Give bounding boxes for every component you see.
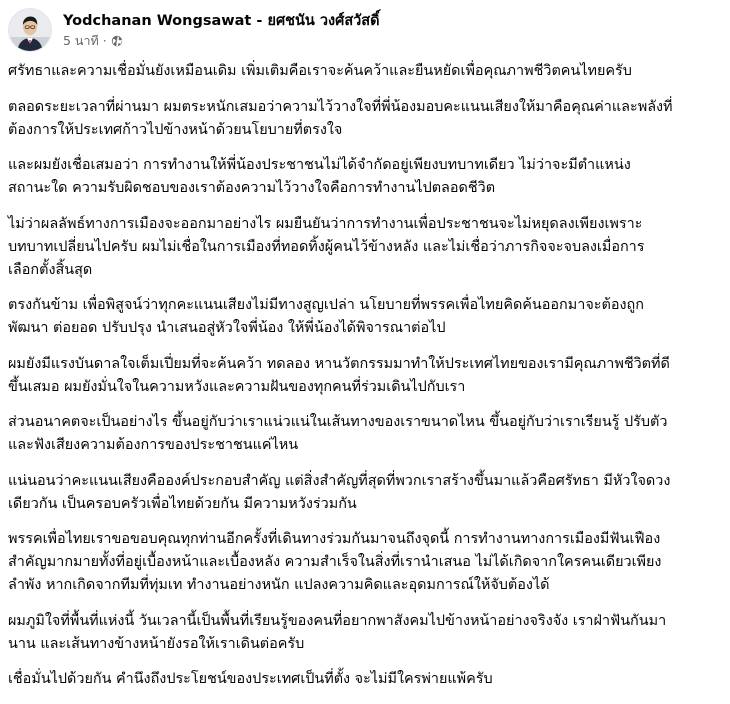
post-line: เลือกตั้งสิ้นสุด bbox=[8, 261, 93, 278]
post-paragraph bbox=[8, 411, 723, 457]
post-paragraph bbox=[8, 60, 723, 83]
post-timestamp[interactable]: 5 นาที bbox=[63, 32, 99, 48]
post-paragraph bbox=[8, 668, 723, 691]
post-line: ตลอดระยะเวลาที่ผ่านมา ผมตระหนักเสมอว่าความไว้วางใจที่พี่น้องมอบคะแนนเสียงให้มาคือคุณค่าและพลังที่ bbox=[8, 98, 673, 115]
globe-icon[interactable] bbox=[111, 35, 123, 47]
post-line: สถานะใด ความรับผิดชอบของเราต้องความไว้วางใจคือการทำงานไปตลอดชีวิต bbox=[8, 180, 496, 196]
post-paragraph bbox=[8, 154, 723, 200]
post-line: แน่นอนว่าคะแนนเสียงคือองค์ประกอบสำคัญ แต่สิ่งสำคัญที่สุดที่พวกเราสร้างขึ้นมาแล้วคือศรัทธา มีหัวใจดวง bbox=[8, 472, 671, 489]
post-line: บทบาทเปลี่ยนไปครับ ผมไม่เชื่อในการเมืองที่ทอดทิ้งผู้คนไว้ข้างหลัง และไม่เชื่อว่าภารกิจจะจบลงเมื่อการ bbox=[8, 238, 645, 255]
post-line: ตรงกันข้าม เพื่อพิสูจน์ว่าทุกคะแนนเสียงไม่มีทางสูญเปล่า นโยบายที่พรรคเพื่อไทยคิดค้นออกมาจะต้องถูก bbox=[8, 297, 644, 313]
post-line: และผมยังเชื่อเสมอว่า การทำงานให้พี่น้องประชาชนไม่ได้จำกัดอยู่เพียงบทบาทเดียว ไม่ว่าจะมีตำแหน่ง bbox=[8, 157, 631, 173]
post-paragraph bbox=[8, 528, 723, 597]
profile-photo-icon bbox=[9, 9, 51, 51]
post-line: ศรัทธาและความเชื่อมั่นยังเหมือนเดิม เพิ่มเติมคือเราจะค้นคว้าและยืนหยัดเพื่อคุณภาพชีวิตคนไทยครับ bbox=[8, 63, 632, 79]
author-name[interactable]: Yodchanan Wongsawat - ยศชนัน วงศ์สวัสดิ์ bbox=[63, 12, 380, 29]
post-line: ส่วนอนาคตจะเป็นอย่างไร ขึ้นอยู่กับว่าเราแน่วแน่ในเส้นทางของเราขนาดไหน ขึ้นอยู่กับว่าเราเรียนรู้ ปรับตัว bbox=[8, 414, 668, 430]
post-paragraph bbox=[8, 294, 723, 340]
post-line: สำคัญมากมายทั้งที่อยู่เบื้องหน้าและเบื้องหลัง ความสำเร็จในสิ่งที่เรานำเสนอ ไม่ได้เกิดจากใครคนเดียวเพียง bbox=[8, 554, 662, 570]
post-header bbox=[8, 6, 380, 54]
post-line: พรรคเพื่อไทยเราขอขอบคุณทุกท่านอีกครั้งที่เดินทางร่วมกันมาจนถึงจุดนี้ การทำงานทางการเมืองมีฟันเฟือง bbox=[8, 531, 661, 547]
separator-dot: · bbox=[102, 32, 107, 48]
post-line: ต้องการให้ประเทศก้าวไปข้างหน้าด้วยนโยบายที่ตรงใจ bbox=[8, 121, 343, 138]
post-paragraph bbox=[8, 96, 723, 142]
author-avatar[interactable] bbox=[8, 8, 52, 52]
post-paragraph bbox=[8, 353, 723, 399]
post-line: ผมยังมีแรงบันดาลใจเต็มเปี่ยมที่จะค้นคว้า ทดลอง หานวัตกรรมมาทำให้ประเทศไทยของเรามีคุณภาพชีวิตที่ดี bbox=[8, 355, 670, 372]
post-paragraph bbox=[8, 470, 723, 516]
post-body bbox=[8, 60, 723, 704]
post-line: ผมภูมิใจที่พื้นที่แห่งนี้ วันเวลานี้เป็นพื้นที่เรียนรู้ของคนที่อยากพาสังคมไปข้างหน้าอย่างจริงจัง เราฝ่าฟันกันมา bbox=[8, 612, 667, 629]
post-paragraph bbox=[8, 213, 723, 282]
post-line: เชื่อมั่นไปด้วยกัน คำนึงถึงประโยชน์ของประเทศเป็นที่ตั้ง จะไม่มีใครพ่ายแพ้ครับ bbox=[8, 671, 493, 687]
post-line: ไม่ว่าผลลัพธ์ทางการเมืองจะออกมาอย่างไร ผมยืนยันว่าการทำงานเพื่อประชาชนจะไม่หยุดลงเพียงเพราะ bbox=[8, 215, 643, 232]
post-line: ลำพัง หากเกิดจากทีมที่ทุ่มเท ทำงานอย่างหนัก แปลงความคิดและอุดมการณ์ให้จับต้องได้ bbox=[8, 577, 550, 593]
post-line: เดียวกัน เป็นครอบครัวเพื่อไทยด้วยกัน มีความหวังร่วมกัน bbox=[8, 495, 357, 512]
post-subline bbox=[63, 33, 380, 49]
post-line: พัฒนา ต่อยอด ปรับปรุง นำเสนอสู่หัวใจพี่น้อง ให้พี่น้องได้พิจารณาต่อไป bbox=[8, 320, 446, 336]
post-line: ขึ้นเสมอ ผมยังมั่นใจในความหวังและความฝันของทุกคนที่ร่วมเดินไปกับเรา bbox=[8, 378, 466, 395]
post-line: และฟังเสียงความต้องการของประชาชนแค่ไหน bbox=[8, 437, 299, 453]
post-line: นาน และเส้นทางข้างหน้ายังรอให้เราเดินต่อครับ bbox=[8, 635, 305, 652]
post-paragraph bbox=[8, 610, 723, 656]
post-meta bbox=[63, 12, 380, 49]
